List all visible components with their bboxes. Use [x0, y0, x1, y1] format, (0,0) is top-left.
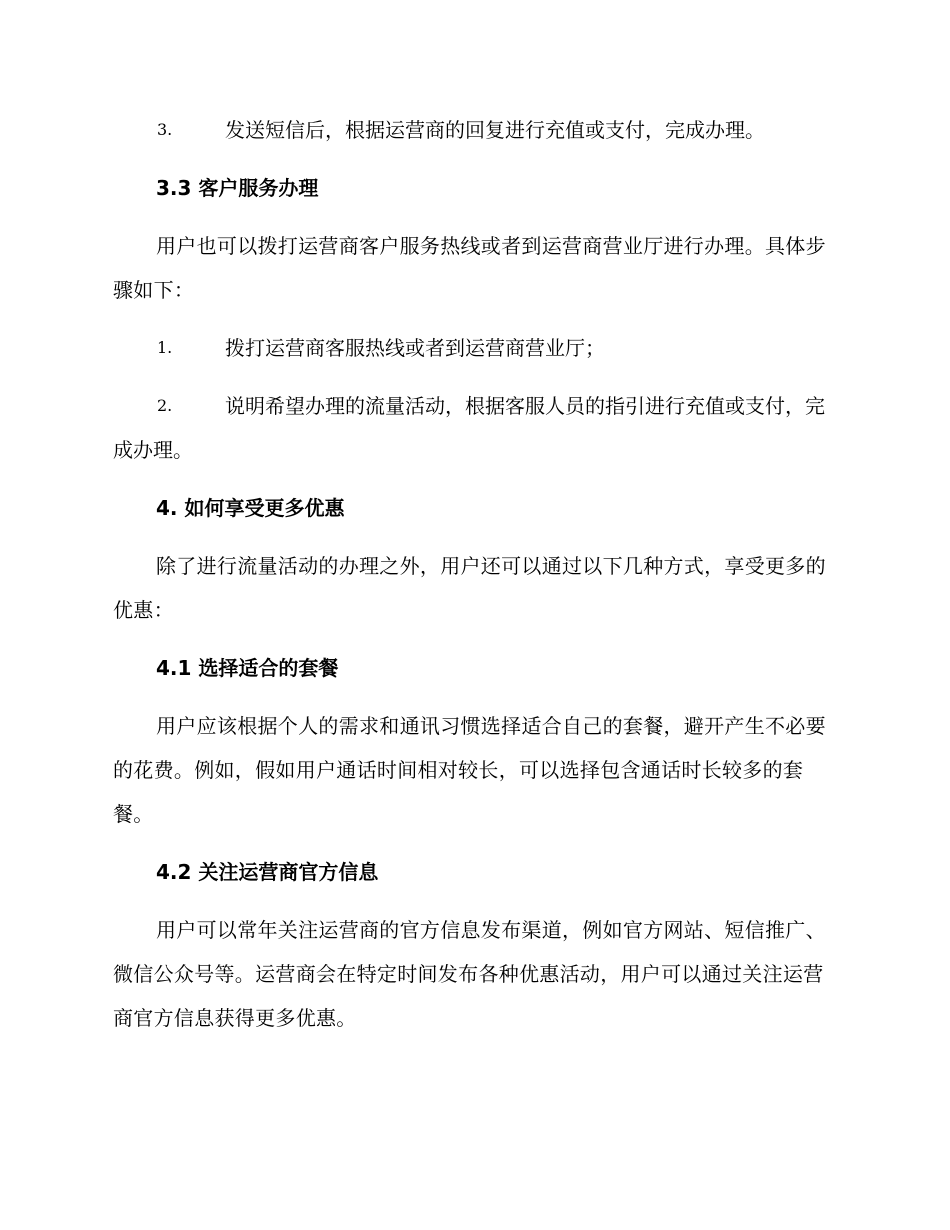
- list-number: 1.: [157, 338, 173, 357]
- document-body: [113, 108, 835, 1054]
- list-item-text: 说明希望办理的流量活动，根据客服人员的指引进行充值或支付，完成办理。: [113, 394, 825, 462]
- list-item: [113, 326, 835, 370]
- paragraph: 用户也可以拨打运营商客户服务热线或者到运营商营业厅进行办理。具体步骤如下：: [113, 234, 826, 302]
- section-heading: 3.3 客户服务办理: [156, 176, 319, 200]
- section-heading: 4.1 选择适合的套餐: [156, 656, 339, 680]
- section-heading: 4. 如何享受更多优惠: [156, 496, 345, 520]
- list-number: 3.: [157, 120, 173, 139]
- paragraph: 除了进行流量活动的办理之外，用户还可以通过以下几种方式，享受更多的优惠：: [113, 554, 826, 622]
- paragraph: 用户应该根据个人的需求和通讯习惯选择适合自己的套餐，避开产生不必要的花费。例如，假如用户通话时间相对较长，可以选择包含通话时长较多的套餐。: [113, 714, 826, 826]
- section-heading: 4.2 关注运营商官方信息: [156, 860, 379, 884]
- list-item-text: 拨打运营商客服热线或者到运营商营业厅；: [225, 336, 605, 360]
- list-item: [113, 108, 835, 152]
- list-number: 2.: [157, 396, 173, 415]
- paragraph: 用户可以常年关注运营商的官方信息发布渠道，例如官方网站、短信推广、微信公众号等。运营商会在特定时间发布各种优惠活动，用户可以通过关注运营商官方信息获得更多优惠。: [113, 918, 826, 1030]
- list-item-text: 发送短信后，根据运营商的回复进行充值或支付，完成办理。: [225, 118, 765, 142]
- list-item: [113, 384, 835, 472]
